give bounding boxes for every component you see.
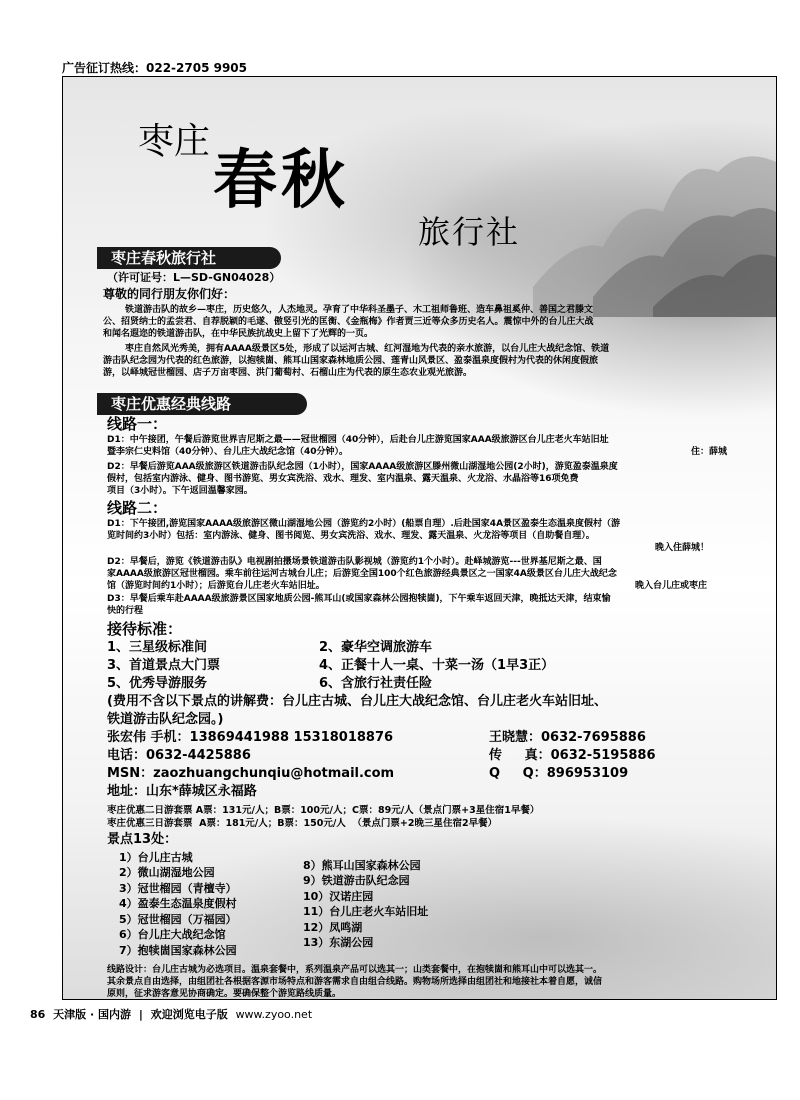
spot-item: 7）抱犊崮国家森林公园 — [119, 944, 237, 957]
spot-item: 4）盈泰生态温泉度假村 — [119, 897, 237, 910]
greeting: 尊敬的同行朋友你们好： — [103, 287, 236, 301]
routes-banner: 枣庄优惠经典线路 — [97, 393, 307, 415]
standard-item: 6、含旅行社责任险 — [319, 676, 433, 691]
intro-line: 和闻名遐迩的铁道游击队，在中华民族抗战史上留下了光辉的一页。 — [103, 329, 374, 339]
page-footer — [30, 1006, 312, 1022]
mountain-illustration — [533, 117, 776, 317]
route-notes: 线路设计：台儿庄古城为必选项目。温泉套餐中，系列温泉产品可以选其一；山类套餐中，在抱犊崮和熊耳山中可以选其一。 — [107, 965, 603, 975]
standard-item: 4、正餐十人一桌、十菜一汤（1早3正） — [319, 658, 555, 673]
website-link[interactable]: www.zyoo.net — [235, 1008, 313, 1021]
contact-msn: MSN：zaozhuangchunqiu@hotmail.com — [107, 766, 395, 781]
page-number: 86 — [30, 1008, 46, 1021]
contact-wang: 王晓慧：0632-7695886 — [489, 730, 646, 745]
license-number: （许可证号：L—SD-GN04028） — [107, 271, 281, 284]
route1-line: 假村，包括室内游泳、健身、图书游览、男女宾洗浴、戏水、理发、室内温泉、露天温泉、火龙浴、水晶浴等16项免费 — [107, 474, 579, 484]
route2-line: D2：早餐后，游览《铁道游击队》电视剧拍摄场景铁道游击队影视城（游览约1个小时）。赴峄城游览---世界基尼斯之最、国 — [107, 557, 602, 567]
route2-label: 线路二： — [107, 499, 168, 517]
package-two-day: 枣庄优惠二日游套票 A票：131元/人；B票：100元/人；C票：89元/人（景点门票+3星住宿1早餐） — [107, 805, 540, 816]
edition-label: 天津版 · 国内游 — [53, 1008, 131, 1021]
spot-item: 1）台儿庄古城 — [119, 851, 193, 864]
title-lvxingshe: 旅行社 — [418, 213, 521, 251]
standards-note: 铁道游击队纪念园。) — [107, 712, 224, 727]
route2-line: 览时间约3小时）包括：室内游泳、健身、图书阅览、男女宾洗浴、戏水、理发、露天温泉、火龙浴等项目（自助餐自理）。 — [107, 531, 595, 541]
spot-item: 13）东湖公园 — [303, 936, 374, 949]
route1-stay: 住：薛城 — [691, 447, 728, 457]
standard-item: 3、首道景点大门票 — [107, 658, 221, 673]
standard-item: 1、三星级标准间 — [107, 640, 208, 655]
spot-item: 3）冠世榴园（青檀寺） — [119, 882, 237, 895]
route1-line: 项目（3小时）。下午返回温馨家园。 — [107, 486, 253, 496]
package-three-day: 枣庄优惠三日游套票 A票：181元/人；B票：150元/人 （景点门票+2晚三星住宿2早餐） — [107, 818, 498, 829]
intro-line: 游击队纪念园为代表的红色旅游，以抱犊崮、熊耳山国家森林地质公园、莲青山风景区、盈泰温泉度假村为代表的休闲度假旅 — [103, 356, 599, 366]
standards-note: (费用不含以下景点的讲解费：台儿庄古城、台儿庄大战纪念馆、台儿庄老火车站旧址、 — [107, 694, 607, 709]
spot-item: 6）台儿庄大战纪念馆 — [119, 928, 226, 941]
footer-divider: | — [138, 1008, 143, 1021]
intro-line: 游，以峄城冠世榴园、店子万亩枣园、洪门葡萄村、石榴山庄为代表的原生态农业观光旅游。 — [103, 368, 473, 378]
standard-item: 2、豪华空调旅游车 — [319, 640, 433, 655]
route2-stay: 晚入台儿庄或枣庄 — [635, 581, 708, 591]
contact-zhang: 张宏伟 手机：13869441988 15318018876 — [107, 730, 394, 745]
spot-item: 8）熊耳山国家森林公园 — [303, 859, 421, 872]
contact-phone: 电话：0632-4425886 — [107, 748, 251, 763]
route2-line: 馆（游览时间约1小时）；后游览台儿庄老火车站旧址。 — [107, 581, 325, 591]
route1-line: 暨李宗仁史料馆（40分钟）、台儿庄大战纪念馆（40分钟）。 — [107, 447, 349, 457]
ad-hotline: 广告征订热线：022-2705 9905 — [62, 61, 248, 75]
intro-line: 枣庄自然风光秀美，拥有AAAA级景区5处，形成了以运河古城、红河湿地为代表的亲水旅游，以台儿庄大战纪念馆、铁道 — [125, 344, 610, 354]
spots-label: 景点13处： — [107, 832, 178, 847]
spot-item: 10）汉诺庄园 — [303, 890, 374, 903]
spot-item: 2）微山湖湿地公园 — [119, 866, 215, 879]
standards-label: 接待标准： — [107, 620, 183, 638]
intro-line: 公、招贤纳士的孟尝君、自荐脱颖的毛遂、傲竖引光的匡衡、《金瓶梅》作者贾三近等众多历史名人。震惊中外的台儿庄大战 — [103, 317, 594, 327]
ad-frame — [62, 76, 777, 1000]
route1-line: D2：早餐后游览AAA级旅游区铁道游击队纪念园（1小时），国家AAAA级旅游区滕州微山湖湿地公园(2小时)，游览盈泰温泉度 — [107, 462, 618, 472]
route1-line: D1：中午接团，午餐后游览世界吉尼斯之最——冠世榴园（40分钟），后赴台儿庄游览国家AAA级旅游区台儿庄老火车站旧址 — [107, 435, 609, 445]
agency-banner: 枣庄春秋旅行社 — [97, 247, 281, 269]
route2-stay: 晚入住薛城！ — [655, 543, 710, 553]
intro-line: 铁道游击队的故乡—枣庄，历史悠久，人杰地灵。孕育了中华科圣墨子、木工祖师鲁班、造车鼻祖奚仲、善国之君滕文 — [125, 305, 594, 315]
route1-label: 线路一： — [107, 415, 168, 433]
title-chunqiu: 春秋 — [213, 143, 349, 218]
route2-line: 快的行程 — [107, 606, 144, 616]
spot-item: 11）台儿庄老火车站旧址 — [303, 905, 429, 918]
route2-line: D1：下午接团,游览国家AAAA级旅游区微山湖湿地公园（游览约2小时）(船票自理）.后赴国家4A景区盈泰生态温泉度假村（游 — [107, 519, 621, 529]
spot-item: 12）凤鸣湖 — [303, 921, 363, 934]
route2-line: D3：早餐后乘车赴AAAA级旅游景区国家地质公园-熊耳山(或国家森林公园抱犊崮)，下午乘车返回天津，晚抵达天津，结束愉 — [107, 594, 611, 604]
title-zaozhuang: 枣庄 — [138, 121, 211, 162]
spot-item: 5）冠世榴园（万福园） — [119, 913, 237, 926]
spot-item: 9）铁道游击队纪念园 — [303, 874, 410, 887]
route2-line: 家AAAA级旅游区冠世榴园。乘车前往运河古城台儿庄；后游览全国100个红色旅游经典景区之一国家4A级景区台儿庄大战纪念 — [107, 569, 617, 579]
route-notes: 其余景点自由选择，由组团社各根据客源市场特点和游客需求自由组合线路。购物场所选择由组团社和地接社本着自愿，诚信 — [107, 977, 603, 987]
contact-fax: 传 真：0632-5195886 — [489, 748, 656, 763]
slogan-label: 欢迎浏览电子版 — [150, 1008, 228, 1021]
route-notes: 原则，征求游客意见协商确定。要确保整个游览路线质量。 — [107, 989, 342, 999]
contact-address: 地址：山东*薛城区永福路 — [107, 784, 257, 799]
contact-qq: Q Q：896953109 — [489, 766, 629, 781]
standard-item: 5、优秀导游服务 — [107, 676, 208, 691]
